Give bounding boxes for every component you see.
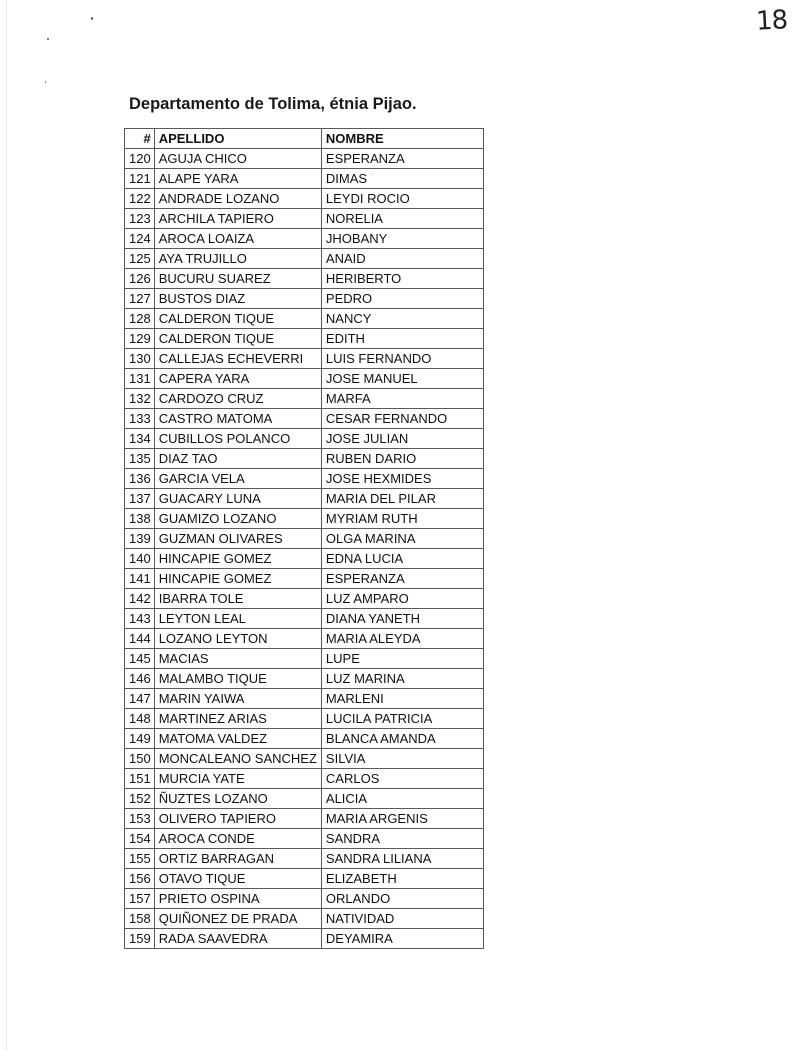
row-nombre: MARFA <box>321 389 483 409</box>
row-nombre: SANDRA LILIANA <box>321 849 483 869</box>
table-row <box>125 809 484 829</box>
row-nombre: MARLENI <box>321 689 483 709</box>
row-number: 148 <box>125 709 155 729</box>
table-row <box>125 609 484 629</box>
row-nombre: LUPE <box>321 649 483 669</box>
header-apellido: APELLIDO <box>154 129 321 149</box>
row-nombre: MYRIAM RUTH <box>321 509 483 529</box>
row-apellido: LOZANO LEYTON <box>154 629 321 649</box>
table-row <box>125 529 484 549</box>
row-apellido: CARDOZO CRUZ <box>154 389 321 409</box>
table-row <box>125 369 484 389</box>
header-nombre: NOMBRE <box>321 129 483 149</box>
row-number: 143 <box>125 609 155 629</box>
table-row <box>125 169 484 189</box>
row-apellido: ARCHILA TAPIERO <box>154 209 321 229</box>
row-apellido: ÑUZTES LOZANO <box>154 789 321 809</box>
row-nombre: NANCY <box>321 309 483 329</box>
row-apellido: AROCA LOAIZA <box>154 229 321 249</box>
row-apellido: MARTINEZ ARIAS <box>154 709 321 729</box>
table-row <box>125 409 484 429</box>
table-row <box>125 449 484 469</box>
row-number: 123 <box>125 209 155 229</box>
row-apellido: GUAMIZO LOZANO <box>154 509 321 529</box>
row-apellido: MATOMA VALDEZ <box>154 729 321 749</box>
row-number: 124 <box>125 229 155 249</box>
row-number: 125 <box>125 249 155 269</box>
row-apellido: AROCA CONDE <box>154 829 321 849</box>
row-apellido: CALDERON TIQUE <box>154 309 321 329</box>
row-number: 155 <box>125 849 155 869</box>
row-nombre: BLANCA AMANDA <box>321 729 483 749</box>
row-apellido: QUIÑONEZ DE PRADA <box>154 909 321 929</box>
row-nombre: DEYAMIRA <box>321 929 483 949</box>
row-number: 154 <box>125 829 155 849</box>
row-number: 136 <box>125 469 155 489</box>
row-nombre: DIMAS <box>321 169 483 189</box>
table-row <box>125 869 484 889</box>
header-number: # <box>125 129 155 149</box>
row-nombre: ORLANDO <box>321 889 483 909</box>
row-number: 146 <box>125 669 155 689</box>
row-number: 120 <box>125 149 155 169</box>
table-row <box>125 929 484 949</box>
scan-speck <box>47 38 49 40</box>
row-apellido: DIAZ TAO <box>154 449 321 469</box>
row-number: 145 <box>125 649 155 669</box>
table-row <box>125 849 484 869</box>
row-nombre: JHOBANY <box>321 229 483 249</box>
table-row <box>125 249 484 269</box>
row-nombre: CESAR FERNANDO <box>321 409 483 429</box>
row-apellido: BUCURU SUAREZ <box>154 269 321 289</box>
row-apellido: GUACARY LUNA <box>154 489 321 509</box>
row-apellido: MACIAS <box>154 649 321 669</box>
row-nombre: NORELIA <box>321 209 483 229</box>
row-nombre: RUBEN DARIO <box>321 449 483 469</box>
row-apellido: CUBILLOS POLANCO <box>154 429 321 449</box>
table-row <box>125 269 484 289</box>
row-apellido: AGUJA CHICO <box>154 149 321 169</box>
table-row <box>125 229 484 249</box>
row-number: 149 <box>125 729 155 749</box>
row-number: 150 <box>125 749 155 769</box>
row-apellido: GUZMAN OLIVARES <box>154 529 321 549</box>
row-nombre: PEDRO <box>321 289 483 309</box>
row-apellido: ANDRADE LOZANO <box>154 189 321 209</box>
scan-speck <box>91 17 93 20</box>
row-apellido: AYA TRUJILLO <box>154 249 321 269</box>
scan-speck <box>45 81 46 83</box>
table-row <box>125 749 484 769</box>
row-apellido: GARCIA VELA <box>154 469 321 489</box>
table-row <box>125 729 484 749</box>
row-number: 156 <box>125 869 155 889</box>
table-row <box>125 489 484 509</box>
row-apellido: MALAMBO TIQUE <box>154 669 321 689</box>
table-row <box>125 689 484 709</box>
row-nombre: HERIBERTO <box>321 269 483 289</box>
row-number: 135 <box>125 449 155 469</box>
row-apellido: RADA SAAVEDRA <box>154 929 321 949</box>
row-nombre: NATIVIDAD <box>321 909 483 929</box>
row-apellido: ORTIZ BARRAGAN <box>154 849 321 869</box>
row-number: 152 <box>125 789 155 809</box>
row-nombre: EDNA LUCIA <box>321 549 483 569</box>
table-row <box>125 589 484 609</box>
table-row <box>125 309 484 329</box>
row-apellido: BUSTOS DIAZ <box>154 289 321 309</box>
row-number: 158 <box>125 909 155 929</box>
row-apellido: MARIN YAIWA <box>154 689 321 709</box>
roster-table <box>124 128 484 949</box>
row-nombre: EDITH <box>321 329 483 349</box>
row-nombre: MARIA ARGENIS <box>321 809 483 829</box>
row-number: 141 <box>125 569 155 589</box>
table-row <box>125 329 484 349</box>
row-number: 134 <box>125 429 155 449</box>
row-number: 122 <box>125 189 155 209</box>
row-apellido: IBARRA TOLE <box>154 589 321 609</box>
table-row <box>125 149 484 169</box>
row-number: 137 <box>125 489 155 509</box>
row-number: 132 <box>125 389 155 409</box>
table-row <box>125 649 484 669</box>
row-nombre: LUZ MARINA <box>321 669 483 689</box>
row-number: 151 <box>125 769 155 789</box>
row-apellido: ALAPE YARA <box>154 169 321 189</box>
row-apellido: MONCALEANO SANCHEZ <box>154 749 321 769</box>
table-row <box>125 389 484 409</box>
table-row <box>125 889 484 909</box>
table-row <box>125 789 484 809</box>
row-nombre: CARLOS <box>321 769 483 789</box>
row-number: 147 <box>125 689 155 709</box>
table-row <box>125 709 484 729</box>
row-number: 159 <box>125 929 155 949</box>
row-nombre: JOSE JULIAN <box>321 429 483 449</box>
table-row <box>125 469 484 489</box>
table-row <box>125 829 484 849</box>
row-apellido: LEYTON LEAL <box>154 609 321 629</box>
row-number: 130 <box>125 349 155 369</box>
row-number: 129 <box>125 329 155 349</box>
row-apellido: HINCAPIE GOMEZ <box>154 549 321 569</box>
table-row <box>125 429 484 449</box>
row-nombre: OLGA MARINA <box>321 529 483 549</box>
row-number: 139 <box>125 529 155 549</box>
row-apellido: CALLEJAS ECHEVERRI <box>154 349 321 369</box>
row-number: 144 <box>125 629 155 649</box>
row-apellido: PRIETO OSPINA <box>154 889 321 909</box>
table-row <box>125 349 484 369</box>
row-nombre: ANAID <box>321 249 483 269</box>
row-nombre: JOSE MANUEL <box>321 369 483 389</box>
row-apellido: CALDERON TIQUE <box>154 329 321 349</box>
row-nombre: LUIS FERNANDO <box>321 349 483 369</box>
row-number: 128 <box>125 309 155 329</box>
row-nombre: SILVIA <box>321 749 483 769</box>
row-apellido: MURCIA YATE <box>154 769 321 789</box>
table-row <box>125 509 484 529</box>
document-title: Departamento de Tolima, étnia Pijao. <box>129 95 417 113</box>
row-nombre: ESPERANZA <box>321 569 483 589</box>
table-row <box>125 629 484 649</box>
row-number: 138 <box>125 509 155 529</box>
row-nombre: ELIZABETH <box>321 869 483 889</box>
row-number: 131 <box>125 369 155 389</box>
row-apellido: OLIVERO TAPIERO <box>154 809 321 829</box>
table-row <box>125 549 484 569</box>
row-apellido: CAPERA YARA <box>154 369 321 389</box>
row-apellido: OTAVO TIQUE <box>154 869 321 889</box>
row-number: 133 <box>125 409 155 429</box>
table-header-row <box>125 129 484 149</box>
handwritten-page-number: 18 <box>755 5 788 37</box>
row-nombre: MARIA ALEYDA <box>321 629 483 649</box>
row-number: 121 <box>125 169 155 189</box>
table-row <box>125 769 484 789</box>
row-nombre: ESPERANZA <box>321 149 483 169</box>
table-row <box>125 209 484 229</box>
row-number: 153 <box>125 809 155 829</box>
row-number: 157 <box>125 889 155 909</box>
row-number: 126 <box>125 269 155 289</box>
row-nombre: LUCILA PATRICIA <box>321 709 483 729</box>
row-nombre: JOSE HEXMIDES <box>321 469 483 489</box>
table-row <box>125 909 484 929</box>
row-nombre: LUZ AMPARO <box>321 589 483 609</box>
table-body <box>125 149 484 949</box>
table-row <box>125 289 484 309</box>
table-row <box>125 189 484 209</box>
row-nombre: DIANA YANETH <box>321 609 483 629</box>
row-nombre: SANDRA <box>321 829 483 849</box>
row-nombre: ALICIA <box>321 789 483 809</box>
row-apellido: HINCAPIE GOMEZ <box>154 569 321 589</box>
row-number: 127 <box>125 289 155 309</box>
row-apellido: CASTRO MATOMA <box>154 409 321 429</box>
page-edge <box>6 0 7 1050</box>
row-nombre: MARIA DEL PILAR <box>321 489 483 509</box>
row-number: 142 <box>125 589 155 609</box>
row-nombre: LEYDI ROCIO <box>321 189 483 209</box>
table-row <box>125 669 484 689</box>
table-row <box>125 569 484 589</box>
row-number: 140 <box>125 549 155 569</box>
